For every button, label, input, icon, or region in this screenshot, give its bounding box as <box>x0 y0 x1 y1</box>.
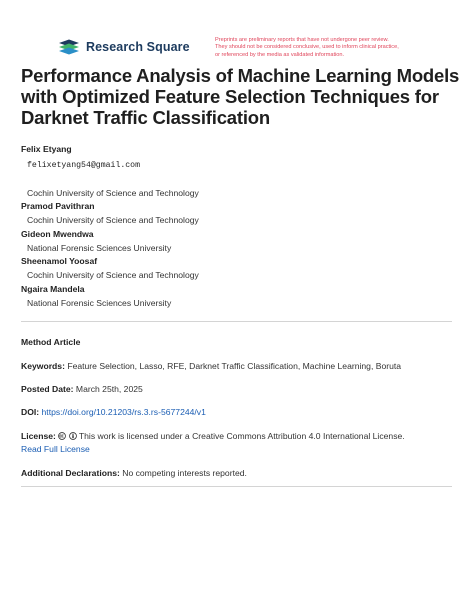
author-affiliation: Cochin University of Science and Technology <box>27 188 199 198</box>
section-divider <box>21 486 452 487</box>
author-block <box>21 143 461 200</box>
attribution-icon <box>69 432 77 440</box>
author-name: Pramod Pavithran <box>21 201 95 212</box>
logo-text: Research Square <box>86 40 190 54</box>
author-affiliation: Cochin University of Science and Technology <box>27 270 199 281</box>
author-block <box>21 255 461 282</box>
author-name: Felix Etyang <box>21 144 72 154</box>
declarations-label: Additional Declarations: <box>21 468 120 478</box>
research-square-logo-icon <box>58 39 80 55</box>
posted-date-row <box>21 383 461 396</box>
author-email[interactable]: felixetyang54@gmail.com <box>27 161 141 170</box>
read-full-license-link[interactable]: Read Full License <box>21 444 90 454</box>
creative-commons-icon <box>58 432 66 440</box>
license-text: This work is licensed under a Creative Commons Attribution 4.0 International License. <box>78 431 405 441</box>
keywords-label: Keywords: <box>21 361 65 371</box>
posted-date-label: Posted Date: <box>21 384 74 394</box>
doi-link[interactable]: https://doi.org/10.21203/rs.3.rs-5677244/v1 <box>41 407 206 417</box>
author-block <box>21 283 461 310</box>
license-row <box>21 430 461 456</box>
article-type: Method Article <box>21 337 81 347</box>
author-list <box>21 143 461 310</box>
keywords-value: Feature Selection, Lasso, RFE, Darknet Traffic Classification, Machine Learning, Boruta <box>67 361 402 371</box>
declarations-value: No competing interests reported. <box>122 468 247 478</box>
declarations-row <box>21 467 461 480</box>
posted-date-value: March 25th, 2025 <box>75 384 143 394</box>
author-block <box>21 228 461 255</box>
author-name: Gideon Mwendwa <box>21 228 94 239</box>
doi-row <box>21 406 461 419</box>
author-affiliation: Cochin University of Science and Technology <box>27 215 199 226</box>
author-affiliation: National Forensic Sciences University <box>27 297 172 308</box>
keywords-row <box>21 360 461 373</box>
author-name: Sheenamol Yoosaf <box>21 256 98 267</box>
author-name: Ngaira Mandela <box>21 283 85 294</box>
article-title: Performance Analysis of Machine Learning Models with Optimized Feature Selection Techniques for Darknet Traffic Classification <box>21 65 460 128</box>
author-block <box>21 200 461 227</box>
research-square-logo[interactable] <box>58 39 190 55</box>
preprint-disclaimer: Preprints are preliminary reports that have not undergone peer review. They should not be considered conclusive, used to inform clinical practice, or referenced by the media as validated information. <box>215 37 399 58</box>
section-divider <box>21 321 452 322</box>
author-affiliation: National Forensic Sciences University <box>27 242 172 253</box>
doi-label: DOI: <box>21 407 40 417</box>
page-header <box>0 0 474 64</box>
license-label: License: <box>21 431 56 441</box>
